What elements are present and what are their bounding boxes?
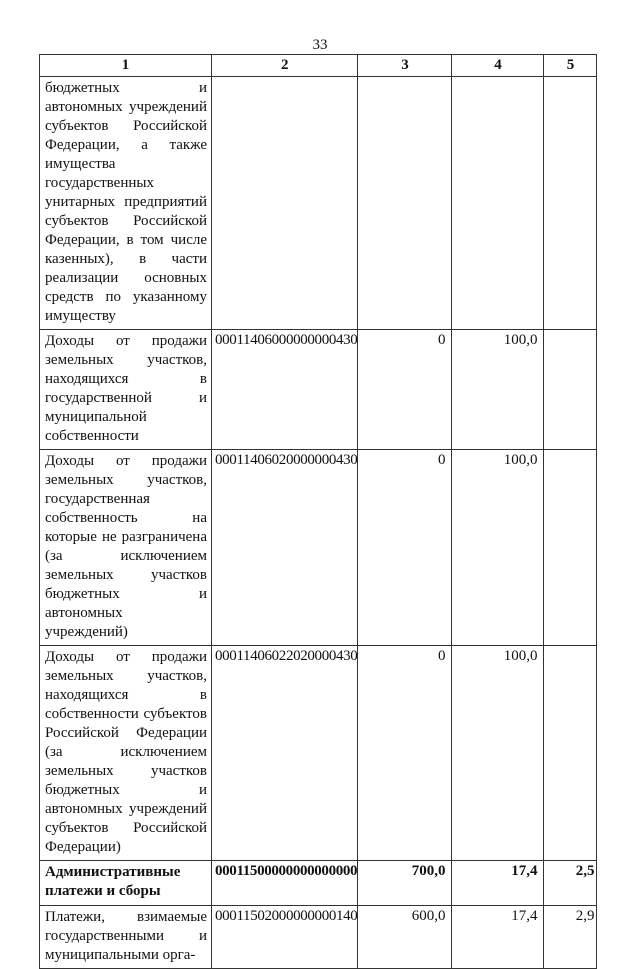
header-col-5: 5 [544,55,597,77]
table-row [40,330,597,450]
row-col4: 100,0 [452,450,544,646]
table-row [40,861,597,906]
row-col5 [544,450,597,646]
table-row [40,906,597,969]
row-code [212,77,358,330]
budget-table [39,54,597,969]
header-col-4: 4 [452,55,544,77]
header-row [40,55,597,77]
row-col3: 0 [358,330,452,450]
header-col-3: 3 [358,55,452,77]
row-col3: 700,0 [358,861,452,906]
row-col4: 100,0 [452,330,544,450]
header-col-2: 2 [212,55,358,77]
row-col3: 0 [358,646,452,861]
row-description: Доходы от продажи земельных участков, находящихся в собственности субъектов Российской Федерации (за исключением земельных участков бюджетных и автономных учреждений субъектов Российской Федерации) [40,646,212,861]
row-description: Доходы от продажи земельных участков, находящихся в государственной и муниципальной собственности [40,330,212,450]
row-col3 [358,77,452,330]
page-number: 33 [312,37,328,53]
row-description: Административные платежи и сборы [40,861,212,906]
row-col4: 17,4 [452,906,544,969]
row-col3: 600,0 [358,906,452,969]
row-description: Доходы от продажи земельных участков, государственная собственность на которые не разграничена (за исключением земельных участков бюджетных и автономных учреждений) [40,450,212,646]
row-col5: 2,5 [544,861,597,906]
table-row [40,77,597,330]
row-code: 00011406022020000430 [212,646,358,861]
row-col4 [452,77,544,330]
row-description: бюджетных и автономных учреждений субъектов Российской Федерации, а также имущества государственных унитарных предприятий субъектов Российской Федерации, в том числе казенных), в части реализации основных средств по указанному имуществу [40,77,212,330]
table-row [40,646,597,861]
row-code: 00011406020000000430 [212,450,358,646]
row-description: Платежи, взимаемые государственными и муниципальными орга- [40,906,212,969]
row-code: 00011502000000000140 [212,906,358,969]
header-col-1: 1 [40,55,212,77]
row-col5: 2,9 [544,906,597,969]
table-row [40,450,597,646]
row-col4: 100,0 [452,646,544,861]
row-code: 00011500000000000000 [212,861,358,906]
row-code: 00011406000000000430 [212,330,358,450]
row-col4: 17,4 [452,861,544,906]
row-col3: 0 [358,450,452,646]
row-col5 [544,330,597,450]
row-col5 [544,77,597,330]
row-col5 [544,646,597,861]
